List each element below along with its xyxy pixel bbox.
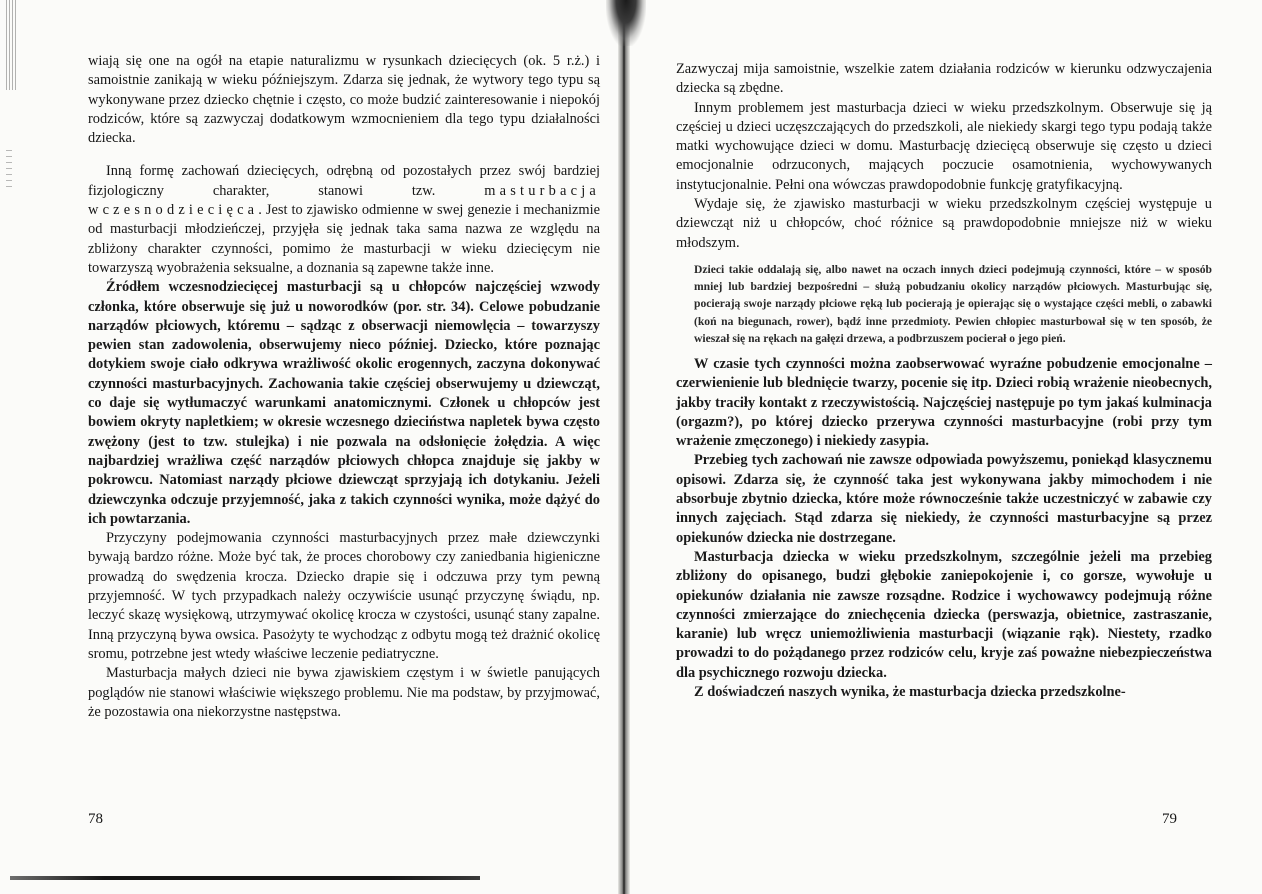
right-paragraph-7: Z doświadczeń naszych wynika, że masturbacja dziecka przedszkolne- — [694, 684, 1126, 701]
left-page-text — [88, 52, 600, 722]
left-paragraph-1: wiają się one na ogół na etapie naturalizmu w rysunkach dziecięcych (ok. 5 r.ż.) i samoistnie zanikają w wieku późniejszym. Zdarza się jednak, że wytwory tego typu są wykonywane przez dziecko chętnie i często, co może budzić zainteresowanie i niepokój rodziców, które są zazwyczaj dodatkowym wzmocnieniem dla tego typu działalności dziecka. — [88, 53, 600, 147]
right-paragraph-4: W czasie tych czynności można zaobserwować wyraźne pobudzenie emocjonalne – czerwienienie lub blednięcie twarzy, pocenie się itp. Dzieci robią wrażenie nieobecnych, jakby traciły kontakt z rzeczywistością. Najczęściej następuje po tym jakaś kulminacja (orgazm?), po której dziecko przerywa czynności masturbacyjne (robi przy tym wrażenie zmęczonego) i niekiedy zasypia. — [676, 355, 1212, 450]
scan-bottom-bar — [10, 876, 480, 880]
left-paragraph-2-start: Inną formę zachowań dziecięcych, odrębną od pozostałych przez swój bardziej fizjologiczny charakter, stanowi tzw. — [88, 163, 600, 199]
right-page-number: 79 — [1162, 811, 1177, 827]
right-paragraph-6: Masturbacja dziecka w wieku przedszkolnym, szczególnie jeżeli ma przebieg zbliżony do opisanego, budzi głębokie zaniepokojenie i, co gorsze, wywołuje u opiekunów działania nie zawsze rozsądne. Rodzice i wychowawcy podejmują różne czynności zmierzające do zniechęcenia dziecka (perswazja, obietnice, zastraszanie, karanie) lub wręcz uniemożliwienia masturbacji (wiązanie rąk). Niestety, rzadko prowadzi to do pożądanego przez rodziców celu, kryje zaś poważne niebezpieczeństwa dla psychicznego rozwoju dziecka. — [676, 548, 1212, 681]
small-print-note: Dzieci takie oddalają się, albo nawet na oczach innych dzieci podejmują czynności, które – w sposób mniej lub bardziej bezpośredni – służą pobudzaniu okolicy narządów płciowych. Masturbując się, pocierają swoje narządy płciowe ręką lub pocierają je opierając się o wystające części mebli, o zabawki (koń na biegunach, rower), bądź inne przedmioty. Pewien chłopiec masturbował się w ten sposób, że wieszał się na rękach na gałęzi drzewa, a podbrzuszem pocierał o jego pień. — [694, 262, 1212, 345]
book-gutter — [618, 0, 630, 894]
left-paragraph-5: Masturbacja małych dzieci nie bywa zjawiskiem częstym i w świetle panujących poglądów nie stanowi właściwie większego problemu. Nie ma podstaw, by przyjmować, że pozostawia ona niekorzystne następstwa. — [88, 665, 600, 720]
spaced-term: masturbacja wczesnodziecięca — [88, 182, 600, 219]
left-paragraph-3: Źródłem wczesnodziecięcej masturbacji są u chłopców najczęściej wzwody członka, które obserwuje się już u noworodków (por. str. 34). Celowe pobudzanie narządów płciowych, któremu – sądząc z obserwacji niemowlęcia – towarzyszy pewien stan zadowolenia, obserwujemy nieco później. Dziecko, które poznając dotykiem swoje ciało odkrywa wrażliwość okolic erogennych, zaczyna dokonywać czynności masturbacyjnych. Zachowania takie częściej obserwujemy u dziewcząt, co daje się wytłumaczyć warunkami anatomicznymi. Członek u chłopców jest bowiem okryty napletkiem; w okresie wczesnego dzieciństwa napletek bywa często zwężony (jest to tzw. stulejka) i nie pozwala na odsłonięcie żołędzia. A więc najbardziej wrażliwa część narządów płciowych chłopca znajduje się jakby w pokrowcu. Natomiast narządy płciowe dziewcząt sprzyjają ich dotykaniu. Jeżeli dziewczynka odczuje przyjemność, jaka z takich czynności wynika, może dążyć do ich powtarzania. — [88, 279, 600, 527]
right-paragraph-1: Zazwyczaj mija samoistnie, wszelkie zatem działania rodziców w kierunku odzwyczajenia dziecka są zbędne. — [676, 61, 1212, 97]
left-paragraph-2-end: . Jest to zjawisko odmienne w swej genezie i mechanizmie od masturbacji młodzieńczej, przyjęła się jednak taka sama nazwa ze względu na zbliżony charakter czynności, pomimo że masturbacji w wieku dziecięcym nie towarzyszą wyobrażenia seksualne, a doznania są zapewne także inne. — [88, 202, 600, 276]
right-page — [632, 0, 1262, 894]
right-page-text — [676, 60, 1212, 702]
left-page — [0, 0, 615, 894]
left-paragraph-2 — [88, 162, 600, 278]
left-page-number: 78 — [88, 811, 103, 827]
right-paragraph-5: Przebieg tych zachowań nie zawsze odpowiada powyższemu, poniekąd klasycznemu opisowi. Zdarza się, że czynność taka jest wykonywana jakby mimochodem i nie absorbuje zbytnio dziecka, które może równocześnie także uczestniczyć w zabawie czy innych zajęciach. Stąd zdarza się niekiedy, że czynności masturbacyjne są przez opiekunów dziecka nie dostrzegane. — [676, 452, 1212, 546]
right-paragraph-3: Wydaje się, że zjawisko masturbacji w wieku przedszkolnym częściej występuje u dziewcząt niż u chłopców, choć różnice są prawdopodobnie mniejsze niż w wieku młodszym. — [676, 196, 1212, 251]
right-paragraph-2: Innym problemem jest masturbacja dzieci w wieku przedszkolnym. Obserwuje się ją częściej u dzieci uczęszczających do przedszkoli, ale niekiedy skargi tego typu podają także matki wychowujące dzieci w domu. Masturbację dziecięcą obserwuje się często u dzieci emocjonalnie odrzuconych, mających poczucie osamotnienia, wychowywanych instytucjonalnie. Pełni ona wówczas prawdopodobnie funkcję gratyfikacyjną. — [676, 99, 1212, 193]
left-paragraph-4: Przyczyny podejmowania czynności masturbacyjnych przez małe dziewczynki bywają bardzo różne. Może być tak, że proces chorobowy czy zaniedbania higieniczne prowadzą do swędzenia krocza. Dziecko drapie się i odczuwa przy tym pewną przyjemność. W tych przypadkach należy oczywiście usunąć przyczynę świądu, np. leczyć skazę wysiękową, utrzymywać okolicę krocza w czystości, usunąć stany zapalne. Inną przyczyną bywa owsica. Pasożyty te wychodząc z odbytu mogą też drażnić okolicę sromu, potrzebne jest wtedy właściwe leczenie pediatryczne. — [88, 530, 600, 662]
